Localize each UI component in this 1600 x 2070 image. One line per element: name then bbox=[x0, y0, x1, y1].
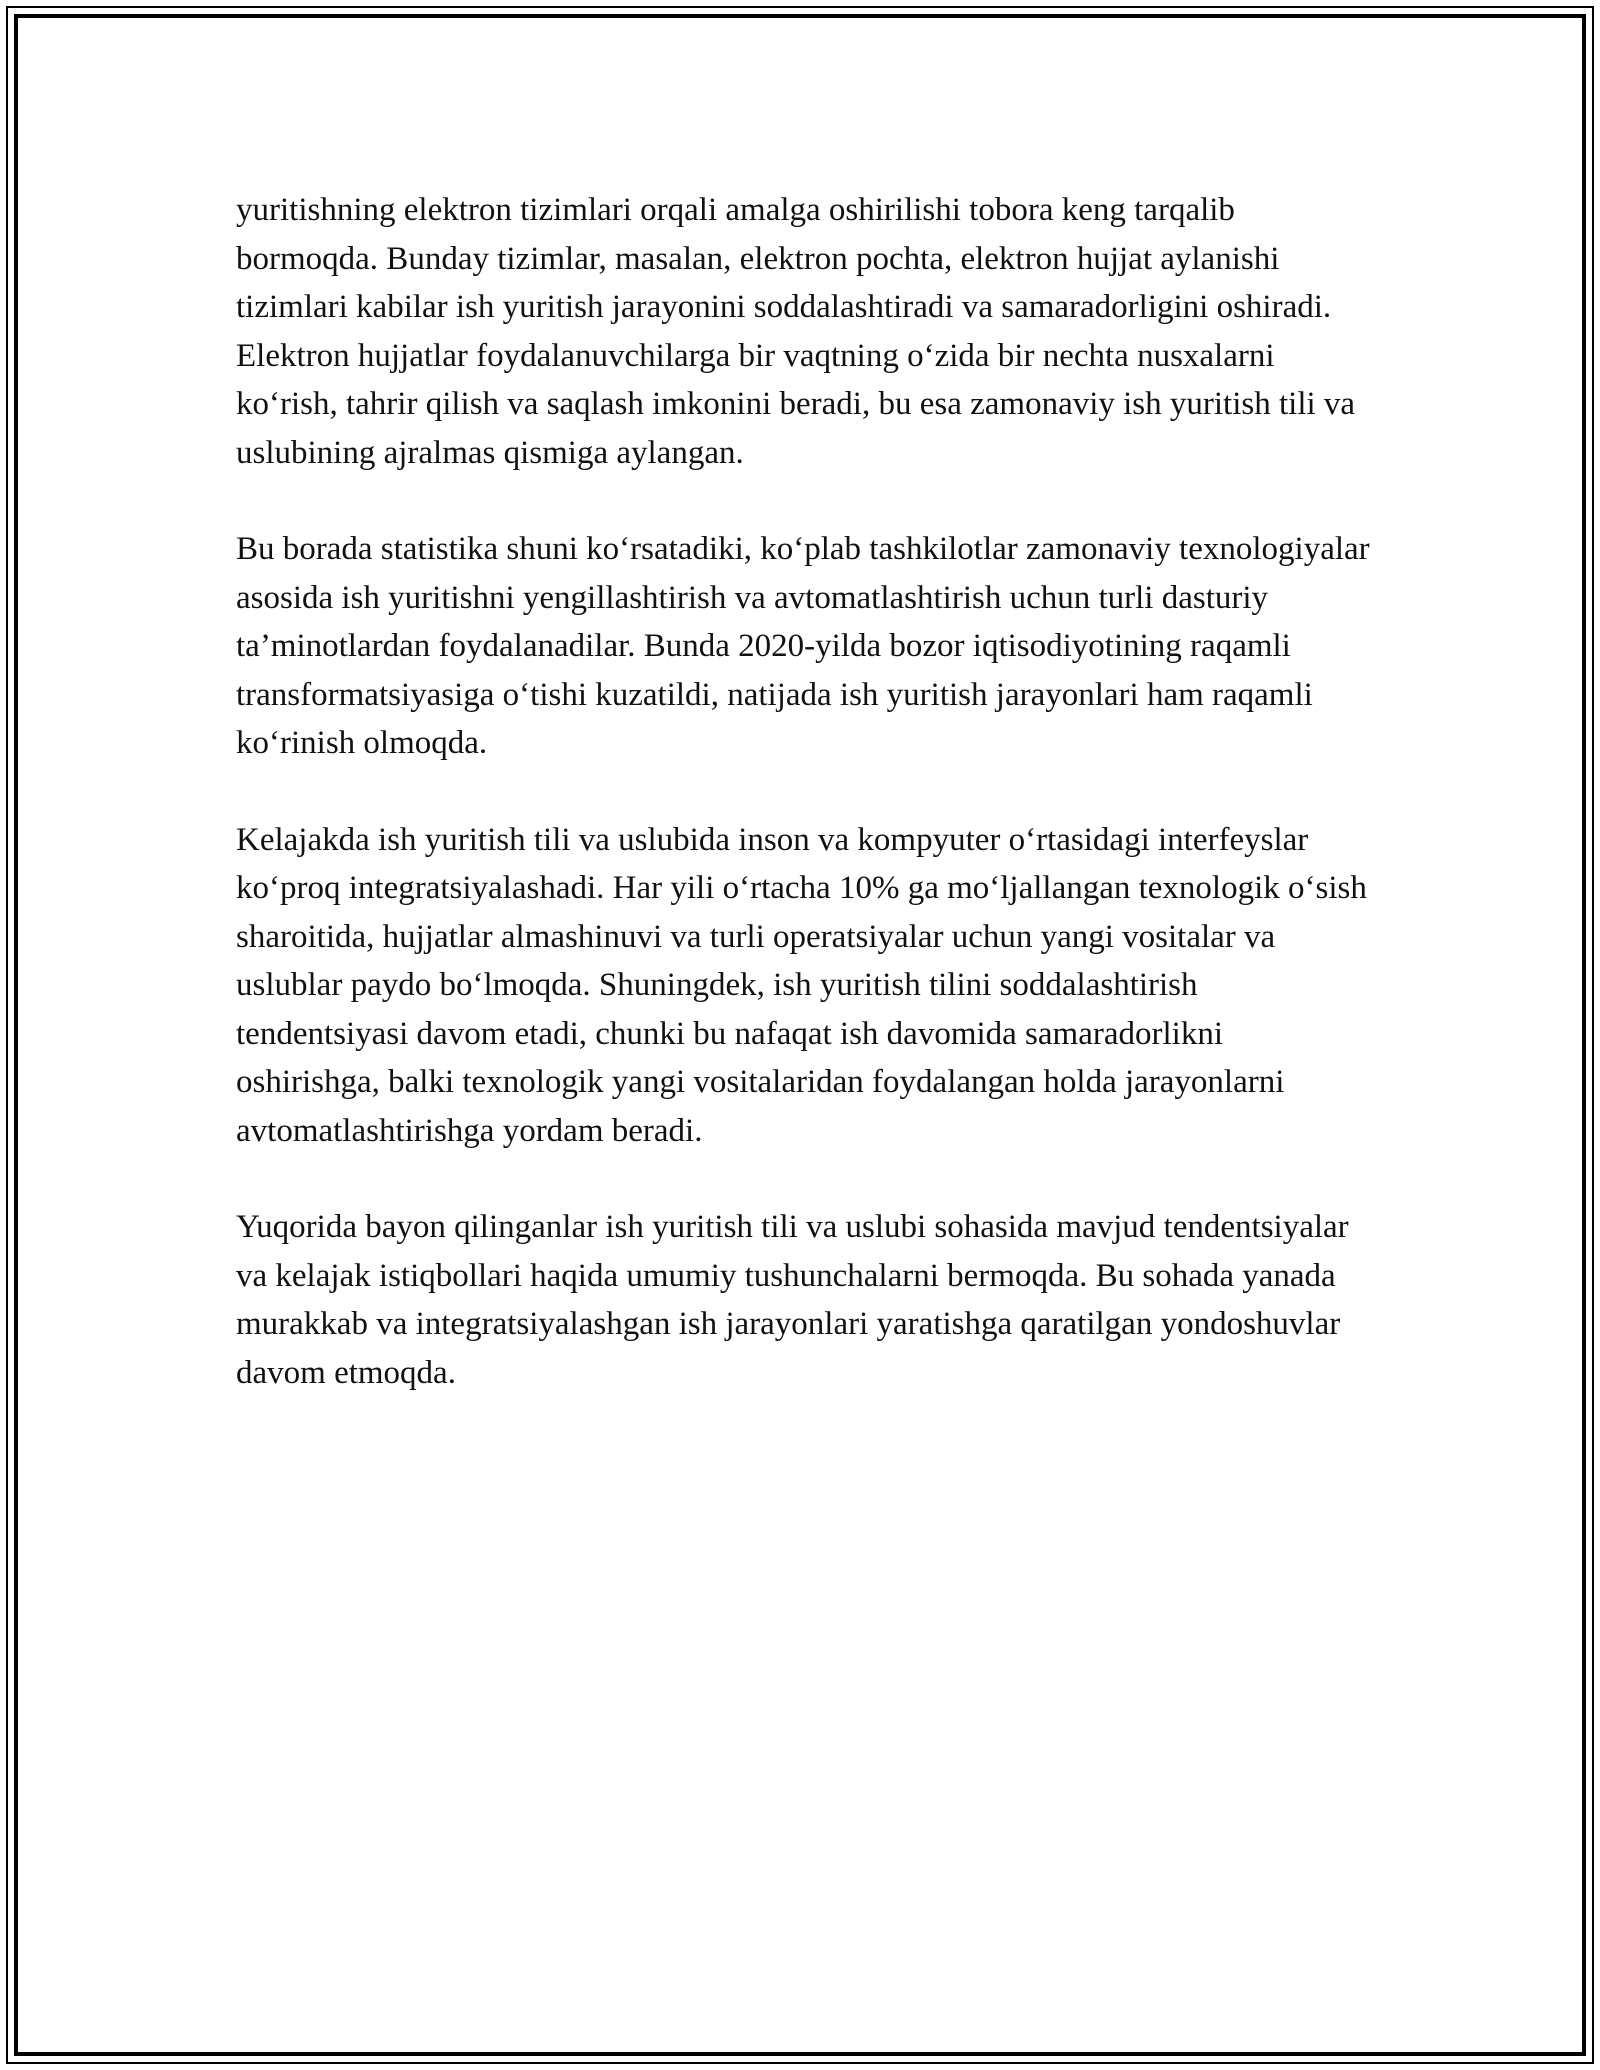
paragraph-1: yuritishning elektron tizimlari orqali amalga oshirilishi tobora keng tarqalib bormoqda. Bunday tizimlar, masalan, elektron pochta, elektron hujjat aylanishi tizimlari kabilar ish yuritish jarayonini soddalashtiradi va samaradorligini oshiradi. Elektron hujjatlar foydalanuvchilarga bir vaqtning o‘zida bir nechta nusxalarni ko‘rish, tahrir qilish va saqlash imkonini beradi, bu esa zamonaviy ish yuritish tili va uslubining ajralmas qismiga aylangan. bbox=[236, 192, 1356, 471]
paragraph-4: Yuqorida bayon qilinganlar ish yuritish tili va uslubi sohasida mavjud tendentsiyalar va kelajak istiqbollari haqida umumiy tushunchalarni bermoqda. Bu sohada yanada murakkab va integratsiyalashgan ish jarayonlari yaratishga qaratilgan yondoshuvlar davom etmoqda. bbox=[236, 1209, 1349, 1391]
paragraph-3: Kelajakda ish yuritish tili va uslubida inson va kompyuter o‘rtasidagi interfeyslar ko‘proq integratsiyalashadi. Har yili o‘rtacha 10% ga mo‘ljallangan texnologik o‘sish sharoitida, hujjatlar almashinuvi va turli operatsiyalar uchun yangi vositalar va uslublar paydo bo‘lmoqda. Shuningdek, ish yuritish tilini soddalashtirish tendentsiyasi davom etadi, chunki bu nafaqat ish davomida samaradorlikni oshirishga, balki texnologik yangi vositalaridan foydalangan holda jarayonlarni avtomatlashtirishga yordam beradi. bbox=[236, 821, 1367, 1149]
document-body bbox=[236, 186, 1372, 1397]
paragraph-2: Bu borada statistika shuni ko‘rsatadiki, ko‘plab tashkilotlar zamonaviy texnologiyalar asosida ish yuritishni yengillashtirish va avtomatlashtirish uchun turli dasturiy ta’minotlardan foydalanadilar. Bunda 2020-yilda bozor iqtisodiyotining raqamli transformatsiyasiga o‘tishi kuzatildi, natijada ish yuritish jarayonlari ham raqamli ko‘rinish olmoqda. bbox=[236, 531, 1370, 761]
